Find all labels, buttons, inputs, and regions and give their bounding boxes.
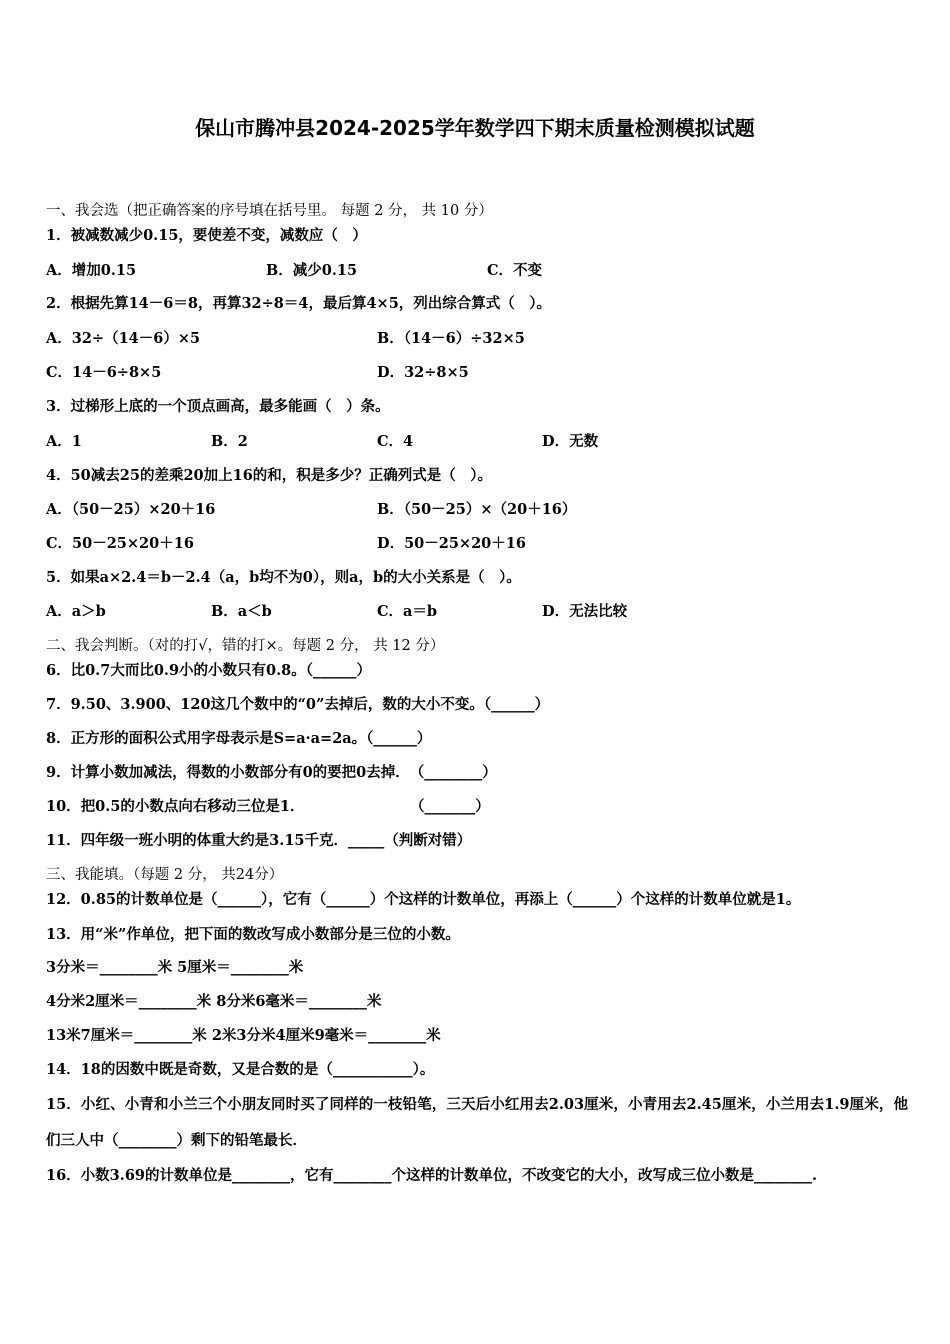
q4-option-c: C．50－25×20＋16 [46, 535, 194, 552]
question-7: 7．9.50、3.900、120这几个数中的“0”去掉后，数的大小不变。（______） [46, 696, 550, 713]
section1-header: 一、我会选（把正确答案的序号填在括号里。 每题 2 分， 共 10 分） [46, 203, 493, 219]
q2-option-d: D．32÷8×5 [377, 364, 469, 381]
question-9: 9．计算小数加减法，得数的小数部分有0的要把0去掉． （________） [46, 764, 497, 781]
question-1: 1．被减数减少0.15，要使差不变，减数应（ ） [46, 227, 367, 244]
section3-header: 三、我能填。（每题 2 分， 共24分） [46, 867, 284, 883]
q3-option-b: B．2 [211, 433, 248, 450]
question-8: 8．正方形的面积公式用字母表示是S=a·a=2a。（______） [46, 730, 432, 747]
question-15: 15．小红、小青和小兰三个小朋友同时买了同样的一枝铅笔，三天后小红用去2.03厘米，小青用去2.45厘米，小兰用去1.9厘米，他们三人中（________）剩下的铅笔最长． [46, 1096, 908, 1149]
question-5: 5．如果a×2.4＝b－2.4（a，b均不为0），则a，b的大小关系是（ ）。 [46, 569, 521, 586]
q2-option-a: A．32÷（14－6）×5 [46, 330, 201, 347]
question-14: 14．18的因数中既是奇数，又是合数的是（___________）。 [46, 1061, 435, 1078]
question-13-line-2: 4分米2厘米＝________米 8分米6毫米＝________米 [46, 993, 382, 1010]
q5-option-c: C．a＝b [377, 603, 438, 620]
question-2: 2．根据先算14－6＝8，再算32÷8＝4，最后算4×5，列出综合算式（ ）。 [46, 295, 552, 312]
q1-option-a: A．增加0.15 [46, 262, 137, 279]
question-16: 16．小数3.69的计数单位是________，它有________个这样的计数单位，不改变它的大小，改写成三位小数是________. [46, 1167, 818, 1184]
section2-header: 二、我会判断。（对的打√，错的打×。每题 2 分， 共 12 分） [46, 638, 445, 654]
question-11: 11．四年级一班小明的体重大约是3.15千克．_____（判断对错） [46, 832, 472, 849]
question-6: 6．比0.7大而比0.9小的小数只有0.8。（______） [46, 662, 372, 679]
q5-option-b: B．a＜b [211, 603, 272, 620]
question-13-line-3: 13米7厘米＝________米 2米3分米4厘米9毫米＝________米 [46, 1027, 441, 1044]
q3-option-d: D．无数 [542, 433, 599, 450]
q2-option-c: C．14－6÷8×5 [46, 364, 162, 381]
q1-option-b: B．减少0.15 [266, 262, 358, 279]
q4-option-a: A．（50－25）×20＋16 [46, 501, 216, 518]
question-13: 13．用“米”作单位，把下面的数改写成小数部分是三位的小数。 [46, 926, 460, 943]
question-4: 4．50减去25的差乘20加上16的和，积是多少？正确列式是（ ）。 [46, 467, 493, 484]
q5-option-a: A．a＞b [46, 603, 106, 620]
q3-option-a: A．1 [46, 433, 82, 450]
page-title: 保山市腾冲县2024-2025学年数学四下期末质量检测模拟试题 [195, 116, 755, 140]
q4-option-b: B．（50－25）×（20＋16） [377, 501, 577, 518]
q3-option-c: C．4 [377, 433, 414, 450]
q2-option-b: B．（14－6）÷32×5 [377, 330, 525, 347]
question-12: 12．0.85的计数单位是（______），它有（______）个这样的计数单位，再添上（______）个这样的计数单位就是1。 [46, 891, 801, 908]
question-13-line-1: 3分米＝________米 5厘米＝________米 [46, 959, 304, 976]
q5-option-d: D．无法比较 [542, 603, 628, 620]
question-3: 3．过梯形上底的一个顶点画高，最多能画（ ）条。 [46, 398, 390, 415]
question-10: 10．把0.5的小数点向右移动三位是1． [46, 798, 305, 815]
q4-option-d: D．50－25×20＋16 [377, 535, 526, 552]
question-10-blank: （_______） [410, 798, 490, 815]
q1-option-c: C．不变 [487, 262, 543, 279]
